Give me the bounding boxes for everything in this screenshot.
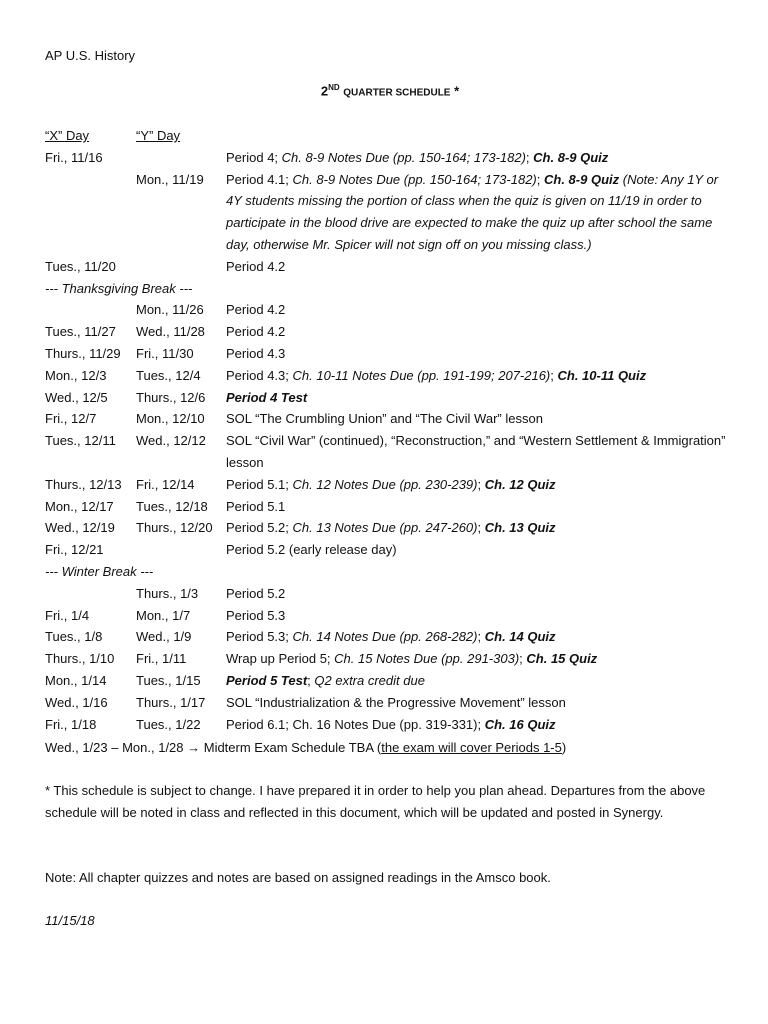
y-day-date: Fri., 1/11	[136, 651, 187, 667]
y-day-date: Mon., 1/7	[136, 607, 191, 623]
row-description	[226, 496, 735, 518]
x-day-date	[45, 169, 136, 256]
description-part: Ch. 14 Notes Due (pp. 268-282)	[292, 629, 478, 645]
x-day-date: Thurs., 12/13	[45, 476, 122, 492]
y-day-date	[136, 256, 226, 278]
schedule-title	[45, 83, 735, 98]
description-part: Period 4;	[226, 149, 282, 165]
row-description	[226, 692, 735, 714]
schedule-row	[45, 670, 735, 692]
note: Note: All chapter quizzes and notes are based on assigned readings in the Amsco book.	[45, 870, 551, 885]
description-part: SOL “Civil War” (continued), “Reconstruction,” and “Western Settlement & Immigration” lesson	[226, 433, 726, 470]
x-day-date	[45, 299, 136, 321]
description-part: Ch. 8-9 Notes Due (pp. 150-164; 173-182)	[281, 149, 526, 165]
description-part: Period 5.2	[226, 585, 286, 601]
row-description	[226, 147, 735, 169]
y-day-date: Thurs., 12/20	[136, 520, 213, 536]
footnote: * This schedule is subject to change. I have prepared it in order to help you plan ahead. Departures from the above schedule will be noted in class and reflected in this document, which will be updated and posted in Synergy.	[45, 783, 706, 820]
schedule-row	[45, 365, 735, 387]
midterm-close: )	[561, 740, 567, 755]
row-description	[226, 670, 735, 692]
x-day-date: Tues., 11/20	[45, 258, 116, 274]
schedule-row	[45, 343, 735, 365]
y-day-date: Tues., 12/18	[136, 498, 208, 514]
description-part: Period 5.2 (early release day)	[226, 542, 397, 558]
schedule-row	[45, 299, 735, 321]
y-day-date: Mon., 12/10	[136, 411, 205, 427]
description-part: ;	[477, 629, 485, 645]
x-day-date: Thurs., 1/10	[45, 651, 115, 667]
description-part: ;	[477, 520, 485, 536]
x-day-date: Tues., 11/27	[45, 324, 116, 340]
y-day-date: Wed., 12/12	[136, 433, 206, 449]
description-part: Wrap up Period 5;	[226, 651, 335, 667]
description-part: Period 4 Test	[226, 389, 308, 405]
description-part: Ch. 15 Quiz	[526, 651, 598, 667]
schedule-row	[45, 169, 735, 256]
description-part: Ch. 12 Notes Due (pp. 230-239)	[292, 476, 478, 492]
row-description	[226, 299, 735, 321]
column-headers	[45, 125, 735, 147]
x-day-date: Wed., 12/5	[45, 389, 108, 405]
arrow-icon: →	[187, 740, 201, 755]
description-part: Ch. 13 Quiz	[484, 520, 556, 536]
x-day-date: Wed., 1/16	[45, 694, 108, 710]
x-day-date: Tues., 12/11	[45, 433, 116, 449]
row-description	[226, 430, 735, 474]
schedule-row	[45, 605, 735, 627]
y-day-date: Wed., 1/9	[136, 629, 192, 645]
row-description	[226, 714, 735, 736]
schedule-row	[45, 430, 735, 474]
description-part: Q2 extra credit due	[314, 672, 425, 688]
document-date: 11/15/18	[45, 913, 95, 928]
schedule-row	[45, 387, 735, 409]
description-part: Period 6.1; Ch. 16 Notes Due (pp. 319-331);	[226, 716, 485, 732]
x-day-date: Mon., 12/17	[45, 498, 114, 514]
x-day-date: Fri., 11/16	[45, 149, 103, 165]
title-asterisk: *	[454, 83, 460, 99]
schedule-row	[45, 692, 735, 714]
x-day-date: Fri., 12/7	[45, 411, 97, 427]
description-part: SOL “The Crumbling Union” and “The Civil War” lesson	[226, 411, 543, 427]
x-day-header: “X” Day	[45, 128, 90, 143]
title-number: 2	[320, 83, 329, 99]
schedule-row	[45, 626, 735, 648]
x-day-date: Mon., 12/3	[45, 367, 107, 383]
description-part: Ch. 12 Quiz	[484, 476, 556, 492]
schedule-row	[45, 583, 735, 605]
x-day-date: Fri., 1/18	[45, 716, 97, 732]
y-day-date: Mon., 11/26	[136, 302, 204, 318]
description-part: Period 4.3;	[226, 367, 293, 383]
title-text: QUARTER SCHEDULE	[343, 87, 451, 99]
description-part: Ch. 13 Notes Due (pp. 247-260)	[292, 520, 478, 536]
description-part: Ch. 14 Quiz	[484, 629, 556, 645]
row-description	[226, 517, 735, 539]
schedule-row	[45, 256, 735, 278]
row-description	[226, 365, 735, 387]
row-description	[226, 474, 735, 496]
description-part: (Note: Any 1Y or 4Y students missing the portion of class when the quiz is given on 11/19 in order to participate in the blood drive are expected to make the quiz up after school the same day, otherwise Mr. Spicer will not sign off on you missing class.)	[226, 171, 719, 252]
description-part: Period 5.2;	[226, 520, 293, 536]
description-part: ;	[519, 651, 527, 667]
row-description	[226, 605, 735, 627]
row-description	[226, 626, 735, 648]
schedule-row	[45, 714, 735, 736]
y-day-date: Wed., 11/28	[136, 324, 205, 340]
row-description	[226, 343, 735, 365]
description-part: ;	[525, 149, 534, 165]
y-day-date: Thurs., 12/6	[136, 389, 206, 405]
title-ordinal: ND	[328, 83, 340, 92]
description-part: Ch. 16 Quiz	[484, 716, 556, 732]
description-part: Period 4.2	[226, 324, 286, 340]
y-day-date: Thurs., 1/3	[136, 585, 199, 601]
description-part: Ch. 10-11 Quiz	[557, 367, 647, 383]
schedule-row	[45, 474, 735, 496]
break-label: --- Thanksgiving Break ---	[45, 280, 193, 296]
description-part: Ch. 15 Notes Due (pp. 291-303)	[334, 651, 520, 667]
description-part: ;	[550, 367, 558, 383]
x-day-date: Thurs., 11/29	[45, 345, 121, 361]
schedule-row	[45, 321, 735, 343]
schedule-row	[45, 496, 735, 518]
description-part: Period 5.3	[226, 607, 286, 623]
description-part: ;	[536, 171, 544, 187]
description-part: Ch. 10-11 Notes Due (pp. 191-199; 207-216)	[292, 367, 551, 383]
course-name: AP U.S. History	[45, 48, 136, 63]
description-part: Ch. 8-9 Notes Due (pp. 150-164; 173-182)	[292, 171, 537, 187]
row-description	[226, 387, 735, 409]
y-day-date: Thurs., 1/17	[136, 694, 206, 710]
row-description	[226, 583, 735, 605]
schedule-row	[45, 517, 735, 539]
row-description	[226, 321, 735, 343]
x-day-date: Fri., 1/4	[45, 607, 90, 623]
x-day-date: Fri., 12/21	[45, 542, 104, 558]
row-description	[226, 169, 735, 256]
row-description	[226, 256, 735, 278]
schedule-row	[45, 408, 735, 430]
y-day-date	[136, 539, 226, 561]
description-part: Period 4.2	[226, 258, 286, 274]
description-part: SOL “Industrialization & the Progressive Movement” lesson	[226, 694, 566, 710]
midterm-coverage: the exam will cover Periods 1-5	[381, 740, 562, 755]
description-part: Period 4.2	[226, 302, 286, 318]
y-day-date: Tues., 1/22	[136, 716, 201, 732]
description-part: Period 4.3	[226, 345, 286, 361]
description-part: Period 4.1;	[226, 171, 293, 187]
description-part: Ch. 8-9 Quiz	[533, 149, 609, 165]
row-description	[226, 648, 735, 670]
description-part: Ch. 8-9 Quiz	[544, 171, 620, 187]
description-part: ;	[477, 476, 485, 492]
description-part: Period 5.1;	[226, 476, 293, 492]
row-description	[226, 408, 735, 430]
x-day-date: Tues., 1/8	[45, 629, 103, 645]
schedule-row	[45, 648, 735, 670]
description-part: Period 5 Test	[226, 672, 308, 688]
description-part: Period 5.1	[226, 498, 286, 514]
y-day-date: Tues., 12/4	[136, 367, 201, 383]
y-day-date: Tues., 1/15	[136, 672, 201, 688]
y-day-date	[136, 147, 226, 169]
schedule-table	[45, 125, 735, 735]
y-day-date: Fri., 11/30	[136, 345, 194, 361]
schedule-row	[45, 147, 735, 169]
y-day-date: Fri., 12/14	[136, 476, 195, 492]
schedule-row	[45, 539, 735, 561]
midterm-line	[45, 737, 735, 759]
y-day-date: Mon., 11/19	[136, 171, 204, 187]
break-row	[45, 561, 735, 583]
midterm-dates: Wed., 1/23 – Mon., 1/28	[45, 740, 188, 755]
description-part: ;	[307, 672, 315, 688]
break-label: --- Winter Break ---	[45, 563, 154, 579]
description-part: Period 5.3;	[226, 629, 293, 645]
x-day-date	[45, 583, 136, 605]
x-day-date: Mon., 1/14	[45, 672, 107, 688]
midterm-text: Midterm Exam Schedule TBA (	[200, 740, 382, 755]
y-day-header: “Y” Day	[136, 128, 181, 143]
row-description	[226, 539, 735, 561]
x-day-date: Wed., 12/19	[45, 520, 115, 536]
break-row	[45, 278, 735, 300]
